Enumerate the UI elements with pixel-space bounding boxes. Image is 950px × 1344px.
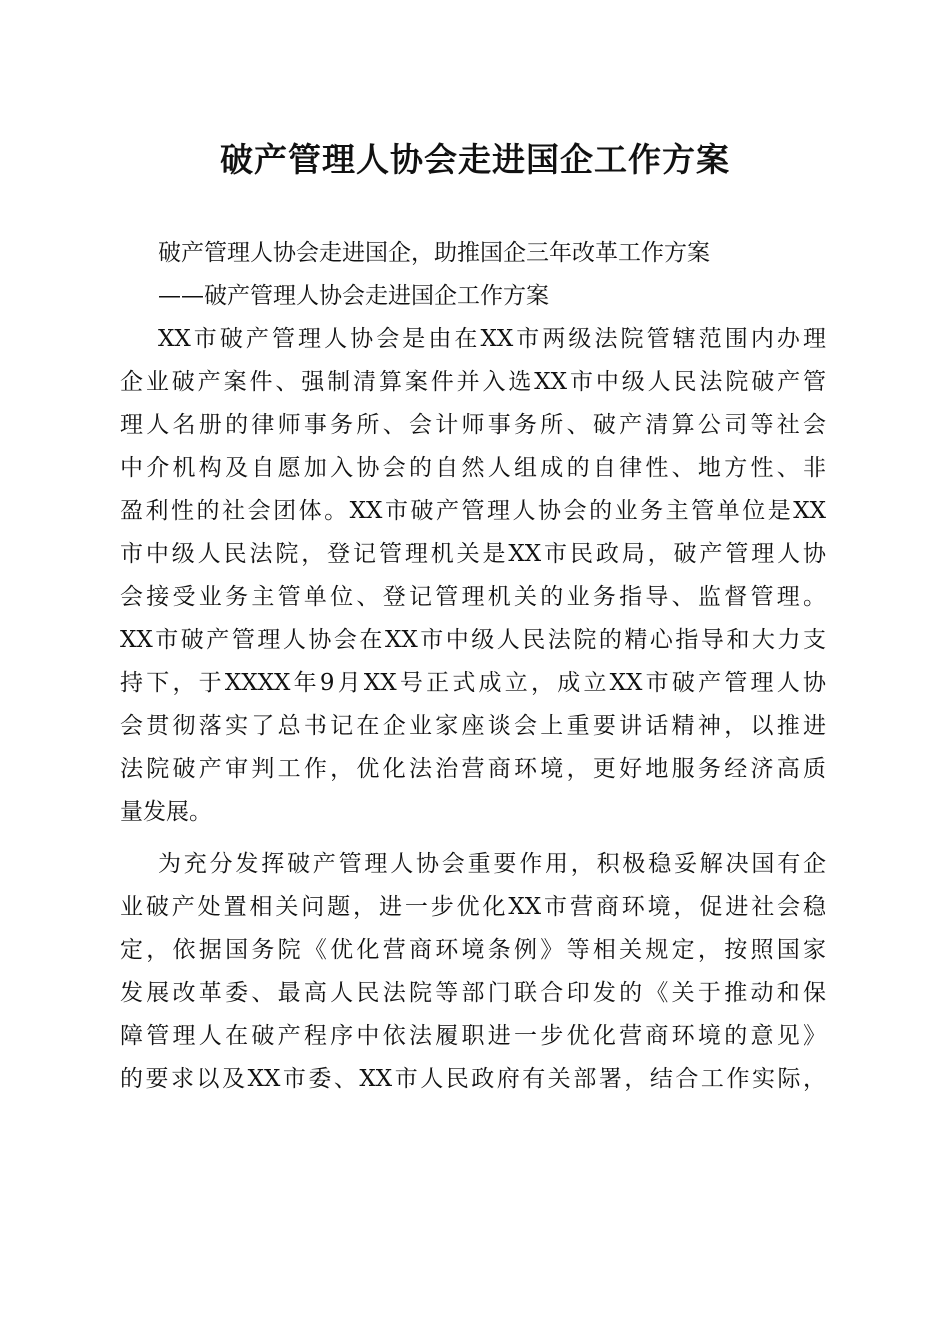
paragraph-line: 发展改革委、最高人民法院等部门联合印发的《关于推动和保: [120, 980, 826, 1006]
paragraph-line: 企业破产案件、强制清算案件并入选XX市中级人民法院破产管: [120, 369, 826, 395]
paragraph-line: 会贯彻落实了总书记在企业家座谈会上重要讲话精神，以推进: [120, 713, 826, 739]
paragraph-line: 法院破产审判工作，优化法治营商环境，更好地服务经济高质: [120, 756, 826, 782]
paragraph-line: 障管理人在破产程序中依法履职进一步优化营商环境的意见》: [120, 1023, 826, 1049]
paragraph-gap: [120, 834, 826, 843]
paragraph-line: 中介机构及自愿加入协会的自然人组成的自律性、地方性、非: [120, 455, 826, 481]
paragraph-line: 的要求以及XX市委、XX市人民政府有关部署，结合工作实际，: [120, 1066, 826, 1092]
paragraph-line: 为充分发挥破产管理人协会重要作用，积极稳妥解决国有企: [158, 851, 826, 877]
paragraph-line: 定，依据国务院《优化营商环境条例》等相关规定，按照国家: [120, 937, 826, 963]
document-body: [120, 232, 826, 1101]
paragraph-line: 市中级人民法院，登记管理机关是XX市民政局，破产管理人协: [120, 541, 826, 567]
paragraph-line: 持下，于XXXX年9月XX号正式成立，成立XX市破产管理人协: [120, 670, 826, 696]
subtitle-line: 破产管理人协会走进国企，助推国企三年改革工作方案: [158, 240, 710, 266]
paragraph-line: 业破产处置相关问题，进一步优化XX市营商环境，促进社会稳: [120, 894, 826, 920]
document-title: 破产管理人协会走进国企工作方案: [220, 140, 730, 179]
subtitle-line: ——破产管理人协会走进国企工作方案: [158, 283, 549, 309]
paragraph-line: XX市破产管理人协会是由在XX市两级法院管辖范围内办理: [158, 326, 826, 352]
paragraph-line: 盈利性的社会团体。XX市破产管理人协会的业务主管单位是XX: [120, 498, 826, 524]
paragraph-line: 理人名册的律师事务所、会计师事务所、破产清算公司等社会: [120, 412, 826, 438]
paragraph-line: 会接受业务主管单位、登记管理机关的业务指导、监督管理。: [120, 584, 826, 610]
paragraph-line: 量发展。: [120, 799, 212, 825]
paragraph-line: XX市破产管理人协会在XX市中级人民法院的精心指导和大力支: [120, 627, 826, 653]
